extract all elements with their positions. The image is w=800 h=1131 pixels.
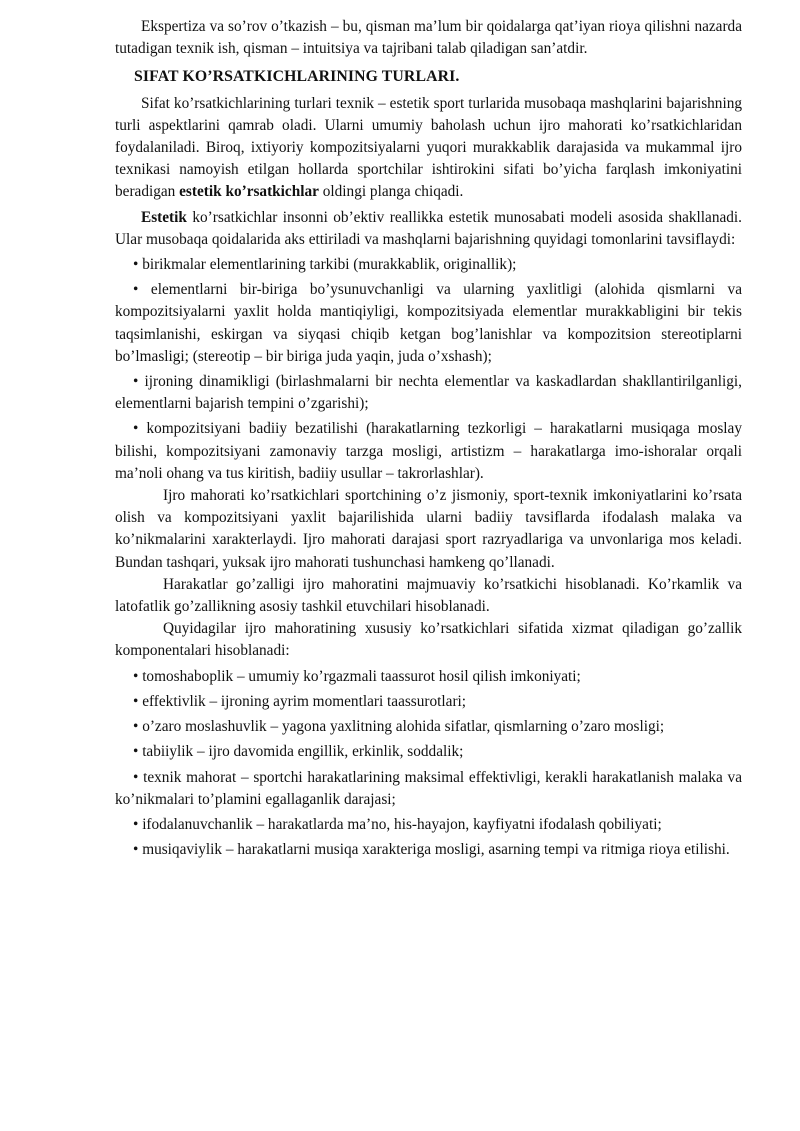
intro-paragraph: Ekspertiza va so’rov o’tkazish – bu, qisman ma’lum bir qoidalarga qat’iyan rioya qilishni nazarda tutadigan texnik ish, qisman – intuitsiya va tajribani talab qiladigan san’atdir. (115, 18, 742, 58)
list-item: • musiqaviylik – harakatlarni musiqa xarakteriga mosligi, asarning tempi va ritmiga rioya etilishi. (115, 839, 742, 861)
paragraph-performance-indicators: Ijro mahorati ko’rsatkichlari sportchining o’z jismoniy, sport-texnik imkoniyatlarini ko’rsata olish va kompozitsiyani yaxlit bajarilishida ularni badiiy tavsiflarda ifodalash malaka va ko’nikmalarini xarakterlaydi. Ijro mahorati darajasi sport razryadlariga va unvonlariga mos keladi. Bundan tashqari, yuksak ijro mahorati tushunchasi hamkeng qo’llanadi. (115, 487, 742, 571)
bold-term: estetik ko’rsatkichlar (179, 183, 319, 201)
bold-term: Estetik (141, 208, 187, 226)
list-item: • tomoshaboplik – umumiy ko’rgazmali taassurot hosil qilish imkoniyati; (115, 666, 742, 688)
paragraph-components-intro: Quyidagilar ijro mahoratining xususiy ko’rsatkichlari sifatida xizmat qiladigan go’zallik komponentalari hisoblanadi: (115, 620, 742, 660)
paragraph-aesthetic (115, 207, 742, 251)
list-item: • ijroning dinamikligi (birlashmalarni bir nechta elementlar va kaskadlardan shakllantirilganligi, elementlarni bajarish tempini o’zgarishi); (115, 371, 742, 415)
list-item: • texnik mahorat – sportchi harakatlarining maksimal effektivligi, kerakli harakatlanish malaka va ko’nikmalari to’plamini egallaganlik darajasi; (115, 767, 742, 811)
paragraph-text: Sifat ko’rsatkichlarining turlari texnik – estetik sport turlarida musobaqa mashqlarini bajarishning turli aspektlarini qamrab oladi. Ularni umumiy baholash uchun ijro mahorati ko’rsatkichlaridan foydalaniladi. Biroq, ixtiyoriy kompozitsiyalarni yuqori murakkablik darajasida va mukammal ijro texnikasi namoyish etilgan hollarda sportchilar ishtirokini sifati bo’yicha farqlash imkoniyatini beradigan (115, 94, 742, 201)
list-item: • ifodalanuvchanlik – harakatlarda ma’no, his-hayajon, kayfiyatni ifodalash qobiliyati; (115, 814, 742, 836)
list-item: • o’zaro moslashuvlik – yagona yaxlitning alohida sifatlar, qismlarning o’zaro mosligi; (115, 716, 742, 738)
paragraph-quality-types (115, 93, 742, 204)
paragraph-beauty: Harakatlar go’zalligi ijro mahoratini majmuaviy ko’rsatkichi hisoblanadi. Ko’rkamlik va latofatlik go’zallikning asosiy tashkil etuvchilari hisoblanadi. (115, 575, 742, 616)
list-item: • kompozitsiyani badiiy bezatilishi (harakatlarning tezkorligi – harakatlarni musiqaga moslay bilishi, kompozitsiyani zamonaviy tarzga mosligi, artistizm – harakatlarga imo-ishoralar orqali ma’noli ohang va tus kiritish, badiiy usullar – takrorlashlar). (115, 418, 742, 485)
paragraph-text: ko’rsatkichlar insonni ob’ektiv reallikka estetik munosabati modeli asosida shakllanadi. Ular musobaqa qoidalarida aks ettiriladi va mashqlarni bajarishning quyidagi tomonlarini tavsiflaydi: (115, 208, 742, 248)
section-heading: SIFAT KO’RSATKICHLARINING TURLARI. (134, 68, 460, 86)
list-item: • birikmalar elementlarining tarkibi (murakkablik, originallik); (115, 254, 742, 276)
list-item: • effektivlik – ijroning ayrim momentlari taassurotlari; (115, 691, 742, 713)
list-item: • elementlarni bir-biriga bo’ysunuvchanligi va ularning yaxlitligi (alohida qismlarni va kompozitsiyalarni yaxlit holda mantiqiyligi, kompozitsiyada elementlar murakkabligini bir tekis taqsimlanishi, eskirgan va siyqasi chiqib ketgan bog’lanishlar va kompozitsion stereotiplarni bo’lmasligi; (stereotip – bir biriga juda yaqin, juda o’xshash); (115, 279, 742, 368)
list-item: • tabiiylik – ijro davomida engillik, erkinlik, soddalik; (115, 741, 742, 763)
paragraph-text: oldingi planga chiqadi. (322, 183, 464, 201)
